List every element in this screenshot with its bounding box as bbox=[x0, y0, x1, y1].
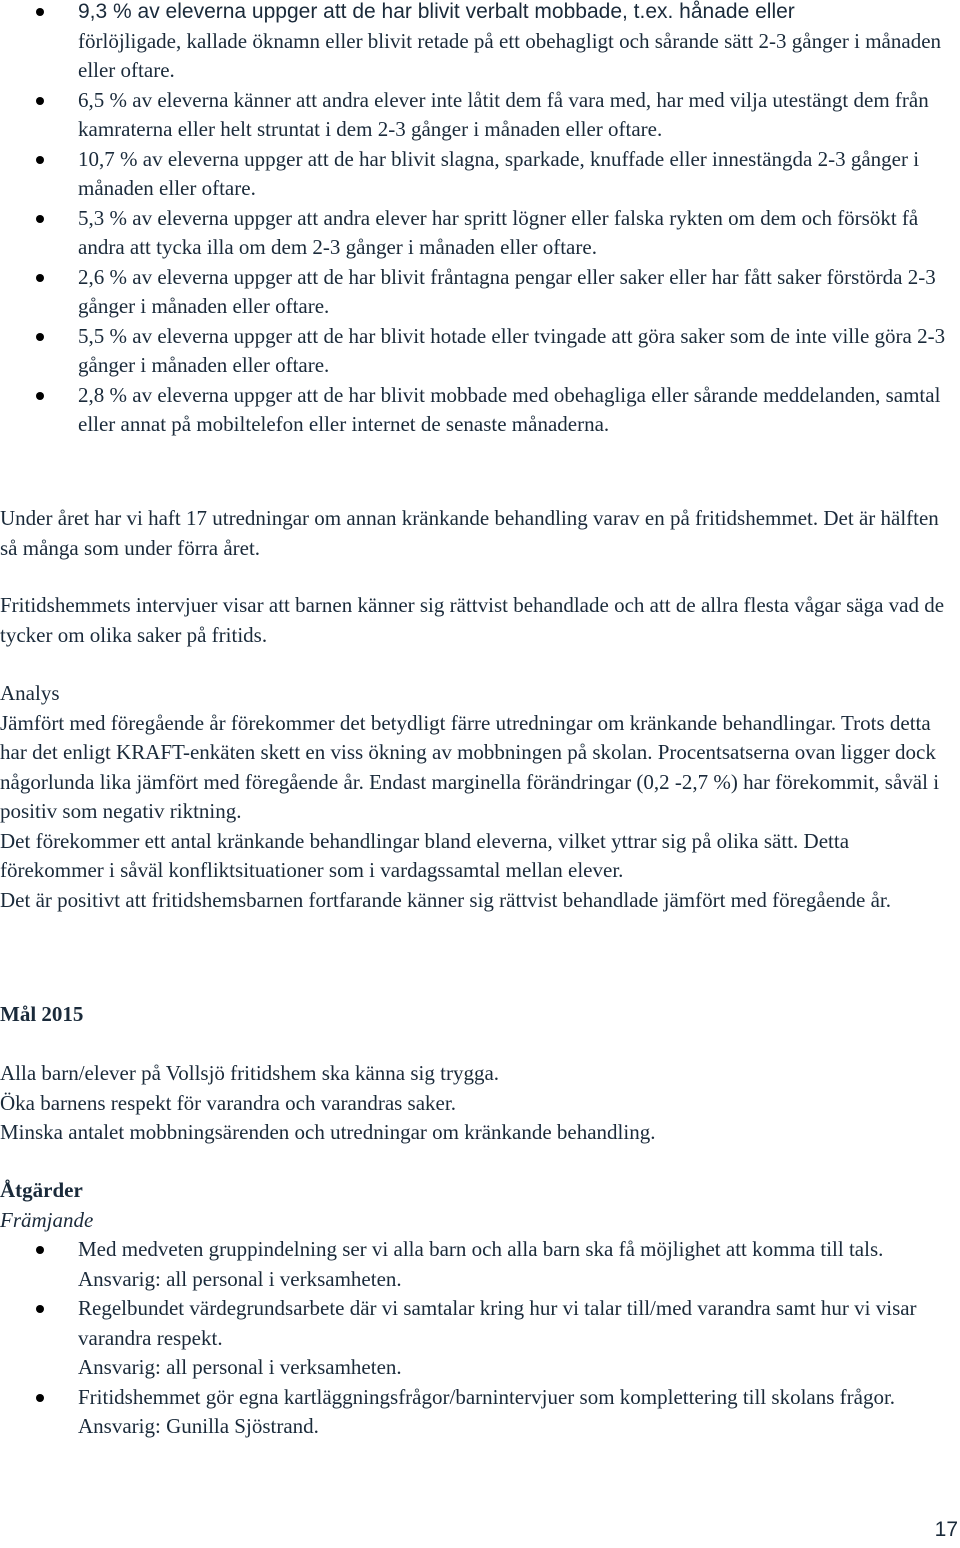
bullet-icon bbox=[36, 215, 44, 223]
statistics-list bbox=[0, 0, 958, 440]
bullet-icon bbox=[36, 97, 44, 105]
interviews-section bbox=[0, 591, 958, 650]
measures-heading: Åtgärder bbox=[0, 1178, 83, 1202]
goal-line: Öka barnens respekt för varandra och varandras saker. bbox=[0, 1090, 456, 1115]
list-item bbox=[0, 1235, 958, 1294]
list-item bbox=[0, 322, 958, 381]
goals-heading: Mål 2015 bbox=[0, 1002, 84, 1026]
list-item bbox=[0, 204, 958, 263]
list-item-text: 6,5 % av eleverna känner att andra elever inte låtit dem få vara med, har med vilja utestängt dem från kamraterna eller helt struntat i dem 2-3 gånger i månaden eller oftare. bbox=[78, 87, 929, 141]
investigations-section bbox=[0, 504, 958, 563]
bullet-icon bbox=[36, 156, 44, 164]
list-item-text: Regelbundet värdegrundsarbete där vi samtalar kring hur vi talar till/med varandra samt hur vi visar varandra respekt. bbox=[78, 1296, 917, 1350]
list-item bbox=[0, 381, 958, 440]
list-item-text: 5,5 % av eleverna uppger att de har blivit hotade eller tvingade att göra saker som de inte ville göra 2-3 gånger i månaden eller oftare. bbox=[78, 323, 946, 377]
bullet-icon bbox=[36, 392, 44, 400]
analysis-heading: Analys bbox=[0, 681, 60, 705]
list-item-text: 2,6 % av eleverna uppger att de har blivit fråntagna pengar eller saker eller har fått saker förstörda 2-3 gånger i månaden eller oftare. bbox=[78, 264, 936, 318]
measures-list bbox=[0, 1235, 958, 1442]
goals-section bbox=[0, 1000, 958, 1030]
analysis-paragraph: Det förekommer ett antal kränkande behandlingar bland eleverna, vilket yttrar sig på olika sätt. Detta förekommer i såväl konfliktsituationer som i vardagssamtal mellan elever. bbox=[0, 828, 850, 882]
list-item-text: 2,8 % av eleverna uppger att de har blivit mobbade med obehagliga eller sårande meddelanden, samtal eller annat på mobiltelefon eller internet de senaste månaderna. bbox=[78, 382, 941, 436]
bullet-icon bbox=[36, 1394, 44, 1402]
list-item-text: Fritidshemmet gör egna kartläggningsfrågor/barnintervjuer som komplettering till skolans frågor. Ansvarig: Gunilla Sjöstrand. bbox=[78, 1384, 896, 1438]
list-item bbox=[0, 86, 958, 145]
analysis-paragraph: Det är positivt att fritidshemsbarnen fortfarande känner sig rättvist behandlade jämfört med föregående år. bbox=[0, 887, 892, 912]
list-item bbox=[0, 1294, 958, 1383]
bullet-icon bbox=[36, 274, 44, 282]
list-item-text: förlöjligade, kallade öknamn eller blivit retade på ett obehagligt och sårande sätt 2-3 gånger i månaden eller oftare. bbox=[78, 28, 942, 82]
list-item-first-line: 9,3 % av eleverna uppger att de har blivit verbalt mobbade, t.ex. hånade eller bbox=[78, 0, 795, 23]
goal-line: Alla barn/elever på Vollsjö fritidshem ska känna sig trygga. bbox=[0, 1061, 500, 1085]
analysis-paragraph: Jämfört med föregående år förekommer det betydligt färre utredningar om kränkande behandlingar. Trots detta har det enligt KRAFT-enkäten skett en viss ökning av mobbningen på skolan. Procentsatserna ovan ligger dock någorlunda lika jämfört med föregående år. Endast marginella förändringar (0,2 -2,7 %) har förekommit, såväl i positiv som negativ riktning. bbox=[0, 710, 940, 823]
page-number: 17 bbox=[934, 1518, 958, 1541]
list-item-responsible: Ansvarig: all personal i verksamheten. bbox=[78, 1355, 402, 1379]
list-item bbox=[0, 145, 958, 204]
bullet-icon bbox=[36, 1305, 44, 1313]
list-item bbox=[0, 1383, 958, 1442]
list-item-text: 5,3 % av eleverna uppger att andra elever har spritt lögner eller falska rykten om dem och försökt få andra att tycka illa om dem 2-3 gånger i månaden eller oftare. bbox=[78, 205, 919, 259]
analysis-section bbox=[0, 679, 958, 915]
goals-list bbox=[0, 1059, 958, 1148]
goal-line: Minska antalet mobbningsärenden och utredningar om kränkande behandling. bbox=[0, 1120, 656, 1144]
interviews-paragraph: Fritidshemmets intervjuer visar att barnen känner sig rättvist behandlade och att de allra flesta vågar säga vad de tycker om olika saker på fritids. bbox=[0, 593, 945, 647]
statistics-list-section bbox=[0, 0, 958, 440]
list-item bbox=[0, 263, 958, 322]
measures-section bbox=[0, 1176, 958, 1442]
list-item-text: Med medveten gruppindelning ser vi alla barn och alla barn ska få möjlighet att komma till tals. bbox=[78, 1237, 884, 1261]
investigations-paragraph: Under året har vi haft 17 utredningar om annan kränkande behandling varav en på fritidshemmet. Det är hälften så många som under förra året. bbox=[0, 506, 939, 560]
bullet-icon bbox=[36, 333, 44, 341]
measures-subheading: Främjande bbox=[0, 1207, 94, 1232]
list-item bbox=[0, 0, 958, 86]
bullet-icon bbox=[36, 1246, 44, 1254]
list-item-responsible: Ansvarig: all personal i verksamheten. bbox=[78, 1266, 402, 1291]
list-item-text: 10,7 % av eleverna uppger att de har blivit slagna, sparkade, knuffade eller innestängda 2-3 gånger i månaden eller oftare. bbox=[78, 146, 920, 200]
bullet-icon bbox=[36, 8, 44, 16]
